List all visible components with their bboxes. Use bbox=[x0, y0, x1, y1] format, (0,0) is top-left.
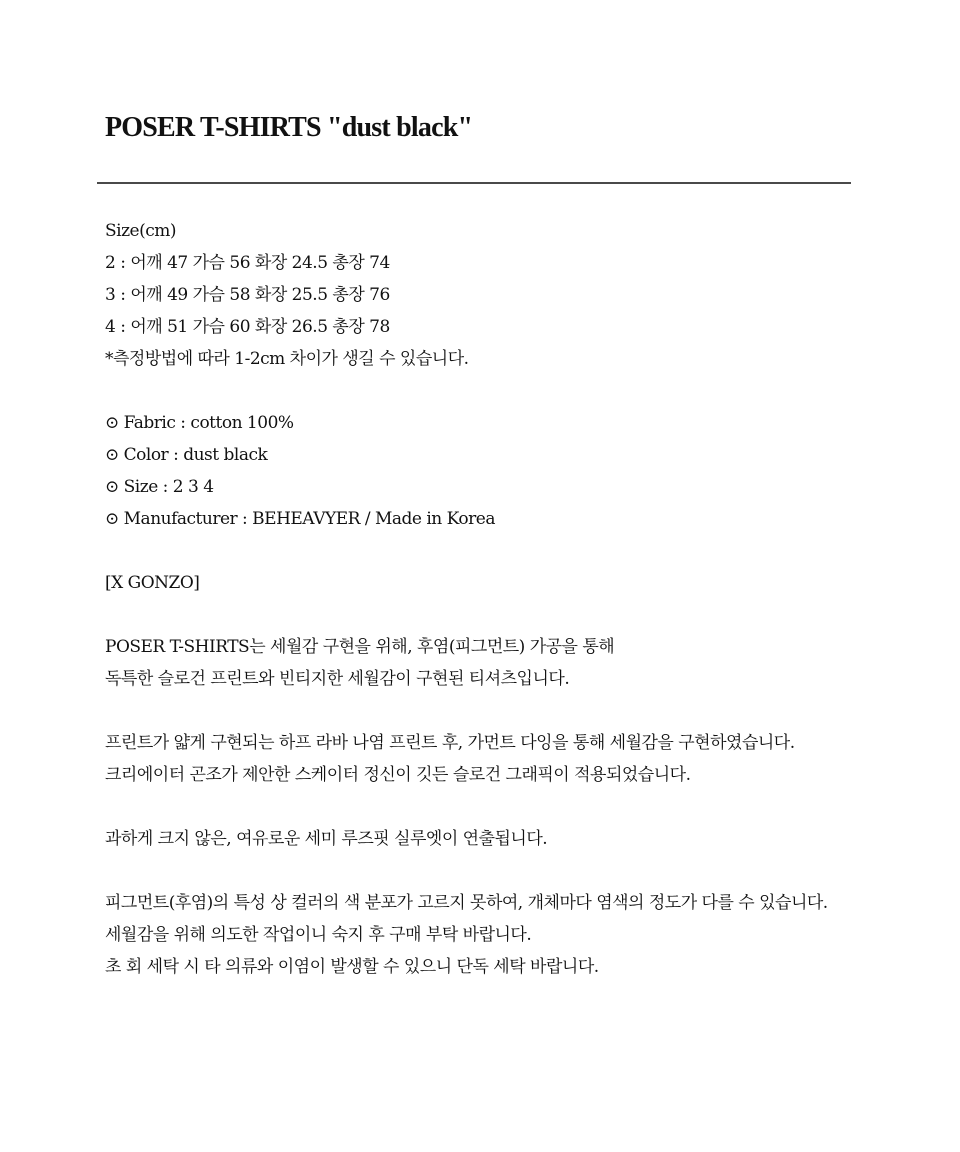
spacer bbox=[105, 695, 925, 727]
description-paragraph-2 bbox=[105, 727, 925, 791]
paragraph-line: 과하게 크지 않은, 여유로운 세미 루즈핏 실루엣이 연출됩니다. bbox=[105, 829, 548, 849]
product-description bbox=[105, 215, 925, 983]
size-heading: Size(cm) bbox=[105, 221, 177, 241]
care-notice bbox=[105, 887, 925, 983]
product-title: POSER T-SHIRTS "dust black" bbox=[105, 112, 473, 143]
collab-section bbox=[105, 567, 925, 599]
spec-section bbox=[105, 407, 925, 535]
description-paragraph-1 bbox=[105, 631, 925, 695]
size-row-4: 4 : 어깨 51 가슴 60 화장 26.5 총장 78 bbox=[105, 317, 390, 337]
paragraph-line: 피그먼트(후염)의 특성 상 컬러의 색 분포가 고르지 못하여, 개체마다 염색의 정도가 다를 수 있습니다. bbox=[105, 893, 828, 913]
size-row-3: 3 : 어깨 49 가슴 58 화장 25.5 총장 76 bbox=[105, 285, 390, 305]
spec-fabric: ⊙ Fabric : cotton 100% bbox=[105, 413, 294, 433]
paragraph-line: 독특한 슬로건 프린트와 빈티지한 세월감이 구현된 티셔츠입니다. bbox=[105, 669, 570, 689]
spacer bbox=[105, 599, 925, 631]
spacer bbox=[105, 535, 925, 567]
size-section bbox=[105, 215, 925, 375]
title-divider bbox=[97, 182, 851, 184]
collab-label: [X GONZO] bbox=[105, 573, 200, 593]
paragraph-line: 프린트가 얇게 구현되는 하프 라바 나염 프린트 후, 가먼트 다잉을 통해 세월감을 구현하였습니다. bbox=[105, 733, 795, 753]
size-note: *측정방법에 따라 1-2cm 차이가 생길 수 있습니다. bbox=[105, 349, 469, 369]
spec-manufacturer: ⊙ Manufacturer : BEHEAVYER / Made in Korea bbox=[105, 509, 495, 529]
paragraph-line: 세월감을 위해 의도한 작업이니 숙지 후 구매 부탁 바랍니다. bbox=[105, 925, 532, 945]
description-paragraph-3 bbox=[105, 823, 925, 855]
spec-size: ⊙ Size : 2 3 4 bbox=[105, 477, 214, 497]
spacer bbox=[105, 855, 925, 887]
size-row-2: 2 : 어깨 47 가슴 56 화장 24.5 총장 74 bbox=[105, 253, 390, 273]
spacer bbox=[105, 375, 925, 407]
spacer bbox=[105, 791, 925, 823]
paragraph-line: POSER T-SHIRTS는 세월감 구현을 위해, 후염(피그먼트) 가공을 통해 bbox=[105, 637, 615, 657]
spec-color: ⊙ Color : dust black bbox=[105, 445, 268, 465]
paragraph-line: 크리에이터 곤조가 제안한 스케이터 정신이 깃든 슬로건 그래픽이 적용되었습니다. bbox=[105, 765, 691, 785]
paragraph-line: 초 회 세탁 시 타 의류와 이염이 발생할 수 있으니 단독 세탁 바랍니다. bbox=[105, 957, 599, 977]
